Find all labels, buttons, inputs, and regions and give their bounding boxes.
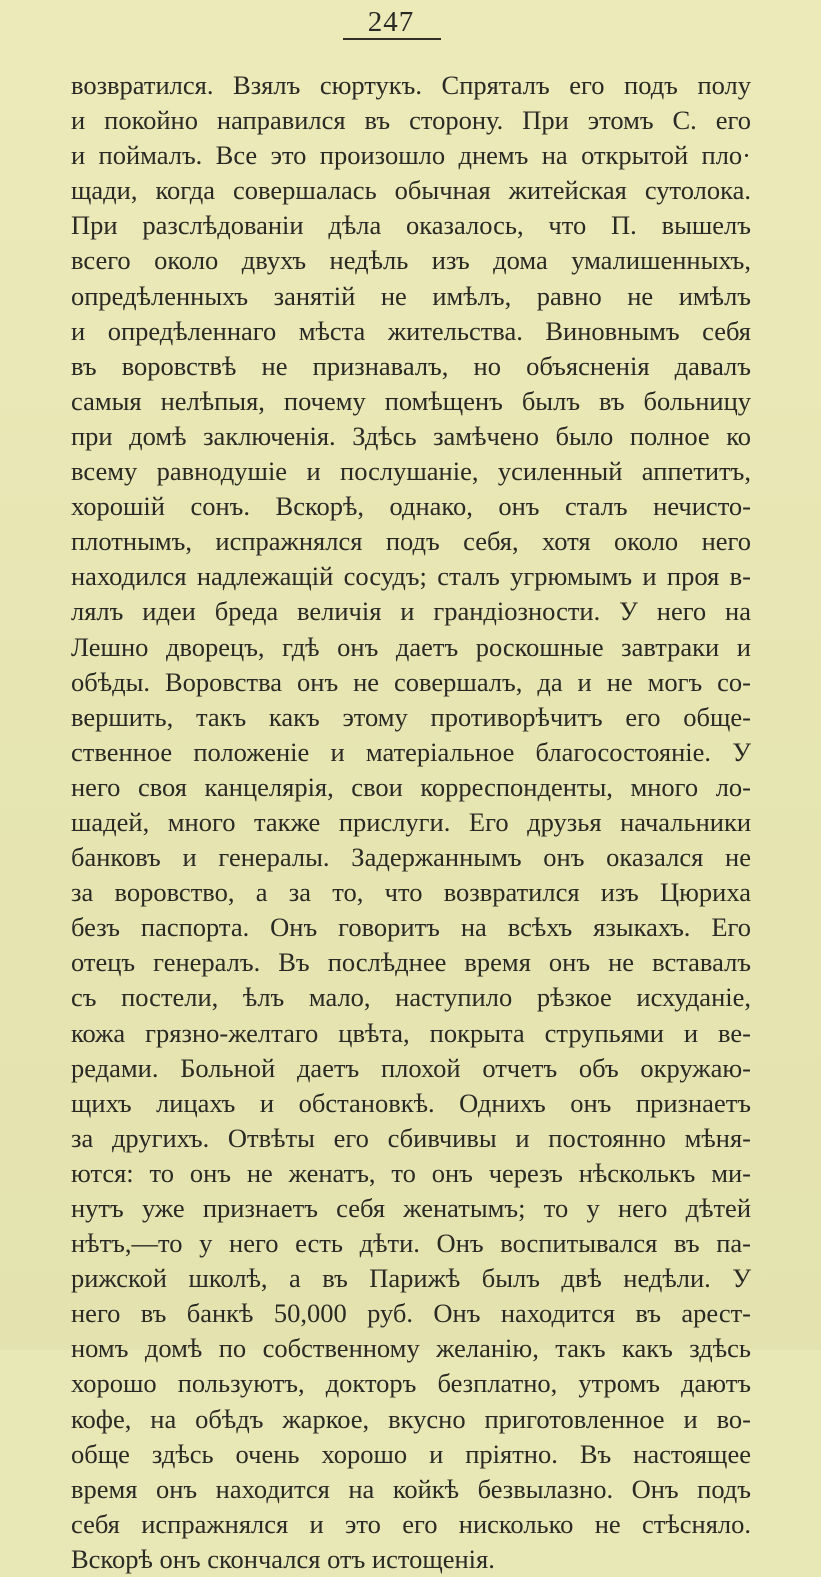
text-line: хорошій сонъ. Вскорѣ, однако, онъ сталъ нечисто- xyxy=(71,491,751,522)
text-line: за другихъ. Отвѣты его сбивчивы и постоянно мѣня- xyxy=(71,1122,751,1153)
text-line: рижской школѣ, а въ Парижѣ былъ двѣ недѣли. У xyxy=(71,1263,751,1294)
text-line: щихъ лицахъ и обстановкѣ. Однихъ онъ признаетъ xyxy=(71,1087,751,1118)
text-line: обѣды. Воровства онъ не совершалъ, да и не могъ со- xyxy=(71,666,751,697)
text-line: вершить, такъ какъ этому противорѣчитъ его обще- xyxy=(71,701,751,732)
text-line: ственное положеніе и матеріальное благосостояніе. У xyxy=(71,736,751,767)
text-line: кожа грязно-желтаго цвѣта, покрыта струпьями и ве- xyxy=(71,1017,751,1048)
text-line: При разслѣдованіи дѣла оказалось, что П. вышелъ xyxy=(71,210,751,241)
text-line: нутъ уже признаетъ себя женатымъ; то у него дѣтей xyxy=(71,1193,751,1223)
text-line: самыя нелѣпыя, почему помѣщенъ былъ въ больницу xyxy=(71,385,751,416)
text-line: редами. Больной даетъ плохой отчетъ объ окружаю- xyxy=(71,1052,751,1083)
text-line: безъ паспорта. Онъ говоритъ на всѣхъ языкахъ. Его xyxy=(71,912,751,943)
text-line: ются: то онъ не женатъ, то онъ черезъ нѣсколькъ ми- xyxy=(71,1157,751,1188)
text-line: нѣтъ,—то у него есть дѣти. Онъ воспитывался въ па- xyxy=(71,1228,751,1259)
text-line: и поймалъ. Все это произошло днемъ на открытой пло· xyxy=(71,140,751,171)
text-line: отецъ генералъ. Въ послѣднее время онъ не вставалъ xyxy=(71,947,751,978)
text-line: шадей, много также прислуги. Его друзья начальники xyxy=(71,806,751,837)
text-line: хорошо пользуютъ, докторъ безплатно, утромъ даютъ xyxy=(71,1368,751,1399)
header-rule xyxy=(343,38,441,40)
text-line: лялъ идеи бреда величія и грандіозности. У него на xyxy=(71,596,751,627)
text-line: всему равнодушіе и послушаніе, усиленный аппетитъ, xyxy=(71,456,751,487)
text-line: него своя канцелярія, свои корреспонденты, много ло- xyxy=(71,771,751,802)
text-line: всего около двухъ недѣль изъ дома умалишенныхъ, xyxy=(71,245,751,276)
body-text xyxy=(71,68,751,1577)
text-line: плотнымъ, испражнялся подъ себя, хотя около него xyxy=(71,526,751,557)
text-line: и опредѣленнаго мѣста жительства. Виновнымъ себя xyxy=(71,315,751,346)
text-line: возвратился. Взялъ сюртукъ. Спряталъ его подъ полу xyxy=(71,70,751,100)
text-line: время онъ находится на койкѣ безвылазно. Онъ подъ xyxy=(71,1473,751,1504)
text-line-last: Вскорѣ онъ скончался отъ истощенія. xyxy=(71,1543,495,1574)
text-line: находился надлежащій сосудъ; сталъ угрюмымъ и проя в- xyxy=(71,561,751,592)
page-number: 247 xyxy=(367,6,415,38)
text-line: обще здѣсь очень хорошо и пріятно. Въ настоящее xyxy=(71,1438,751,1469)
text-line: себя испражнялся и это его нисколько не стѣсняло. xyxy=(71,1508,751,1539)
text-line: за воровство, а за то, что возвратился изъ Цюриха xyxy=(71,877,751,908)
text-line: номъ домѣ по собственному желанію, такъ какъ здѣсь xyxy=(71,1333,751,1364)
text-line: опредѣленныхъ занятій не имѣлъ, равно не имѣлъ xyxy=(71,280,751,311)
text-line: щади, когда совершалась обычная житейская сутолока. xyxy=(71,175,751,206)
text-line: Лешно дворецъ, гдѣ онъ даетъ роскошные завтраки и xyxy=(71,631,751,662)
text-line: кофе, на обѣдъ жаркое, вкусно приготовленное и во- xyxy=(71,1403,751,1434)
text-line: банковъ и генералы. Задержаннымъ онъ оказался не xyxy=(71,842,751,873)
text-line: и покойно направился въ сторону. При этомъ С. его xyxy=(71,105,751,136)
text-line: при домѣ заключенія. Здѣсь замѣчено было полное ко xyxy=(71,420,751,451)
text-line: него въ банкѣ 50,000 руб. Онъ находится въ арест- xyxy=(71,1298,751,1329)
text-line: въ воровствѣ не признавалъ, но объясненія давалъ xyxy=(71,350,751,381)
text-line: съ постели, ѣлъ мало, наступило рѣзкое исхуданіе, xyxy=(71,982,751,1013)
